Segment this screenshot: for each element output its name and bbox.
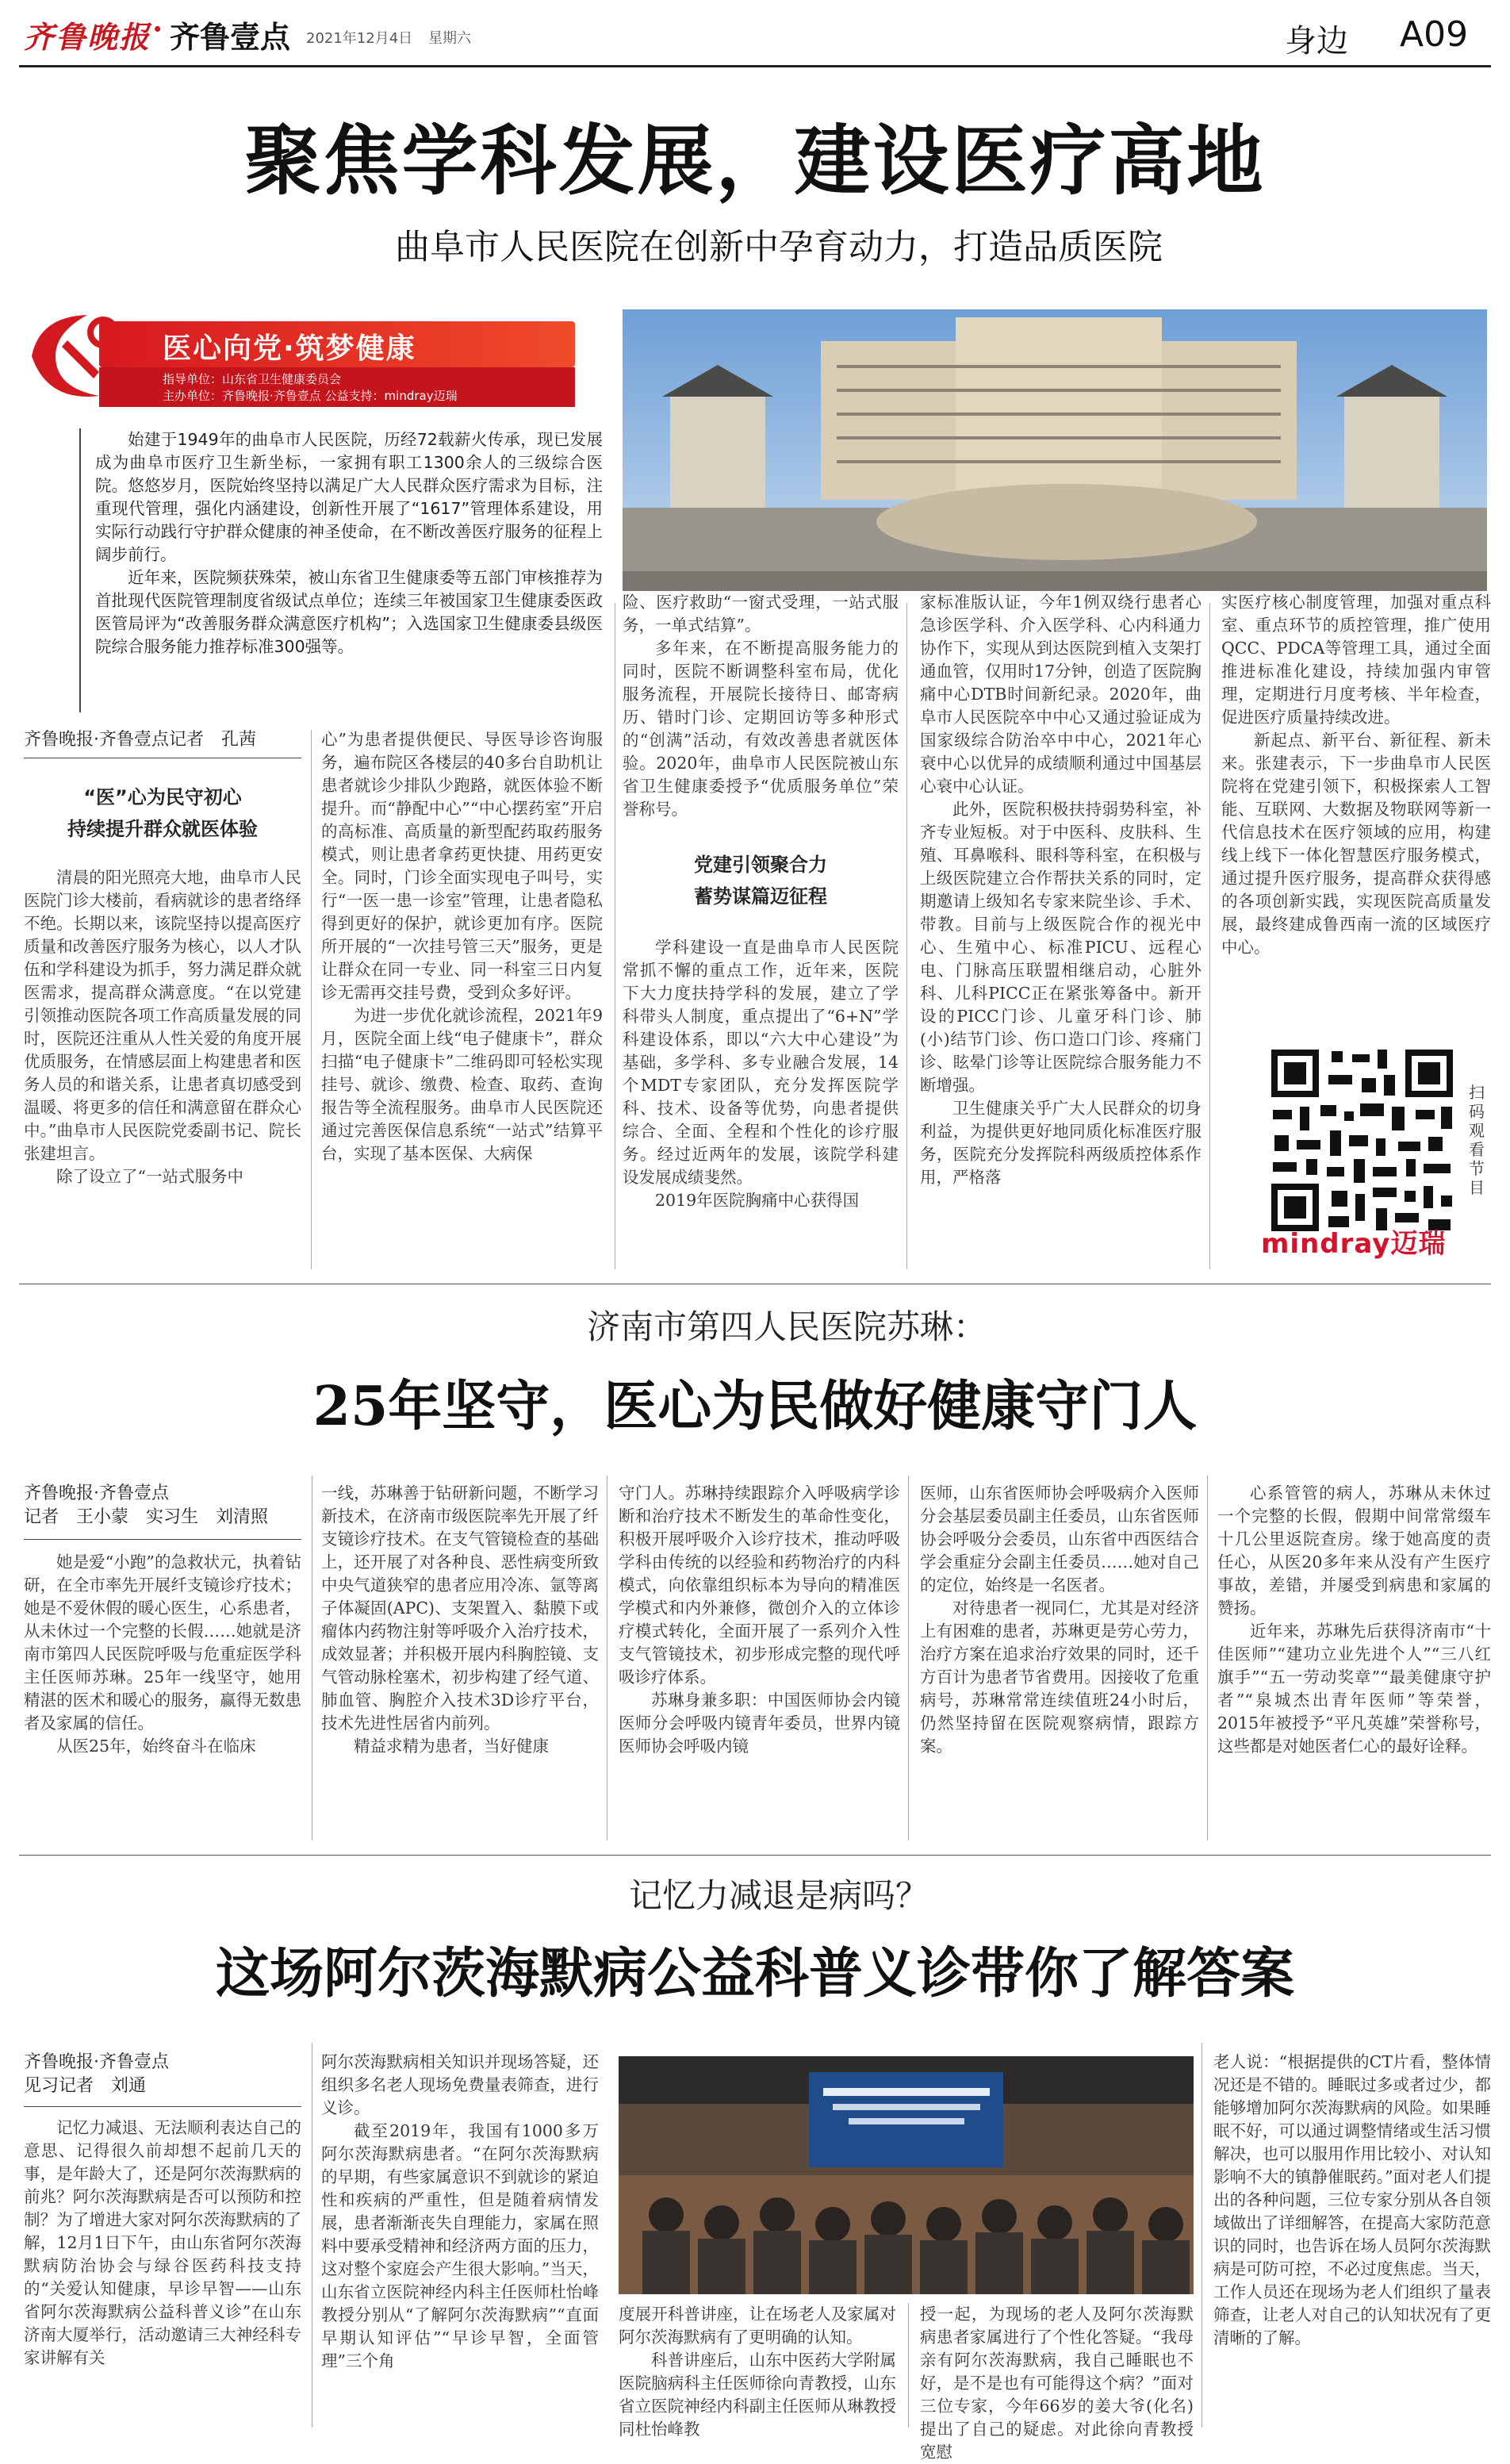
article1-section2-title	[623, 849, 899, 912]
banner-title: 医心向党·筑梦健康	[163, 332, 416, 365]
article3-kicker: 记忆力减退是病吗？	[628, 1876, 929, 1915]
article1-column-1	[24, 866, 301, 1263]
section-title-line: “医”心为民守初心	[83, 786, 242, 808]
article3-column-2	[321, 2051, 599, 2426]
banner-host-unit: 主办单位：齐鲁晚报·齐鲁壹点 公益支持：mindray迈瑞	[163, 389, 458, 403]
article2-column-1	[24, 1551, 301, 1836]
banner-info-strip	[99, 367, 575, 407]
page-number: A09	[1400, 14, 1469, 55]
byline-rule	[24, 2106, 301, 2107]
article2-headline: 25年坚守，医心为民做好健康守门人	[312, 1375, 1198, 1438]
article2-column-3	[619, 1482, 900, 1839]
banner-guide-unit: 指导单位：山东省卫生健康委员会	[163, 372, 342, 386]
campaign-banner	[24, 305, 595, 409]
article-divider	[19, 1855, 1491, 1856]
body-paragraph: 科普讲座后，山东中医药大学附属医院脑病科主任医师徐向青教授，山东省立医院神经内科副主任医师从琳教授同杜怡峰教	[619, 2351, 896, 2439]
body-paragraph: 精益求精为患者，当好健康	[354, 1737, 549, 1756]
body-paragraph: 苏琳身兼多职：中国医师协会内镜医师分会呼吸内镜青年委员，世界内镜医师协会呼吸内镜	[619, 1691, 900, 1756]
lead-paragraph: 近年来，医院频获殊荣，被山东省卫生健康委等五部门审核推荐为首批现代医院管理制度省级试点单位；连续三年被国家卫生健康委医政医管局评为“改善服务群众满意医疗机构”；入选国家卫生健康委县级医院综合服务能力推荐标准300强等。	[95, 568, 603, 656]
qr-code[interactable]	[1265, 1043, 1459, 1238]
article1-lead-box	[79, 428, 604, 712]
body-paragraph: 授一起，为现场的老人及阿尔茨海默病患者家属进行了个性化答疑。“我母亲有阿尔茨海默病，我自己睡眠也不好，是不是也有可能得这个病？”面对三位专家，今年66岁的姜大爷(化名)提出了自己的疑虑。对此徐向青教授宽慰	[920, 2305, 1194, 2462]
column-divider	[1207, 1476, 1208, 1840]
article3-column-1	[24, 2117, 301, 2426]
byline-line: 齐鲁晚报·齐鲁壹点	[24, 2052, 169, 2072]
column-divider	[311, 730, 312, 1269]
body-paragraph: 老人说：“根据提供的CT片看，整体情况还是不错的。睡眠过多或者过少，都能够增加阿尔茨海默病的风险。如果睡眠不好，可以通过调整情绪或生活习惯解决，也可以服用作用比较小、对认知影响不大的镇静催眠药。”面对老人们提出的各种问题，三位专家分别从各自领域做出了详细解答，在提高大家防范意识的同时，也告诉在场人员阿尔茨海默病是可防可控，不必过度焦虑。当天，工作人员还在现场为老人们组织了量表筛查，让老人对自己的认知状况有了更清晰的了解。	[1213, 2052, 1491, 2347]
article1-lead	[95, 428, 603, 712]
body-paragraph: 新起点、新平台、新征程、新未来。张建表示，下一步曲阜市人民医院将在党建引领下，积极探索人工智能、互联网、大数据及物联网等新一代信息技术在医疗领域的应用，构建线上线下一体化智慧医疗服务模式，通过提升医疗服务，提高群众获得感的各项创新实践，实现医院高质量发展，最终建成鲁西南一流的区域医疗中心。	[1221, 731, 1491, 957]
banner-ribbon	[99, 321, 575, 367]
article3-column-5	[1213, 2051, 1491, 2426]
brand-logo: 齐鲁壹点	[170, 20, 291, 55]
article3-headline: 这场阿尔茨海默病公益科普义诊带你了解答案	[215, 1942, 1294, 2005]
body-paragraph: 对待患者一视同仁，尤其是对经济上有困难的患者，苏琳更是劳心劳力，治疗方案在追求治疗效果的同时，还千方百计为患者节省费用。因接收了危重病号，苏琳常常连续值班24小时后，仍然坚持留在医院观察病情，跟踪方案。	[920, 1599, 1199, 1756]
byline-line: 见习记者 刘通	[24, 2076, 147, 2096]
body-paragraph: 学科建设一直是曲阜市人民医院常抓不懈的重点工作，近年来，医院下大力度扶持学科的发展，建立了学科带头人制度，重点提出了“6+N”学科建设体系，即以“六大中心建设”为基础，多学科、多专业融合发展，14个MDT专家团队，充分发挥医院学科、技术、设备等优势，向患者提供综合、全面、全程和个性化的诊疗服务。经过近两年的发展，该院学科建设发展成绩斐然。	[623, 938, 899, 1187]
body-paragraph: 除了设立了“一站式服务中	[56, 1167, 243, 1186]
body-paragraph: 心系管管的病人，苏琳从未休过一个完整的长假，假期中间常常缀车十几公里返院查房。缘于她高度的责任心，从医20多年来从没有产生医疗事故，差错，并屡受到病患和家属的赞扬。	[1217, 1483, 1491, 1618]
article1-section1-title	[24, 781, 301, 845]
body-paragraph: 守门人。苏琳持续跟踪介入呼吸病学诊断和治疗技术不断发生的革命性变化，积极开展呼吸介入诊疗技术，推动呼吸学科由传统的以经验和药物治疗的内科模式，向依靠组织标本为导向的精准医学模式和内外兼修，微创介入的立体诊疗模式转化，全面开展了一系列介入性支气管镜技术，初步形成完整的现代呼吸诊疗体系。	[619, 1483, 900, 1687]
article1-column-4	[920, 591, 1201, 1264]
section-title-line: 持续提升群众就医体验	[67, 818, 258, 840]
body-paragraph: 心”为患者提供便民、导医导诊咨询服务，遍布院区各楼层的40多台自助机让患者就诊少排队少跑路，就医体验不断提升。而“静配中心”“中心摆药室”开启的高标准、高质量的新型配药取药服务模式，则让患者拿药更快捷、用药更安全。同时，门诊全面实现电子叫号，实行“一医一患一诊室”管理，让患者隐私得到更好的保护，就诊更加有序。医院所开展的“一次挂号管三天”服务，更是让群众在同一专业、同一科室三日内复诊无需再交挂号费，受到众多好评。	[321, 730, 603, 1002]
article1-column-3b	[623, 936, 899, 1264]
body-paragraph: 度展开科普讲座，让在场老人及家属对阿尔茨海默病有了更明确的认知。	[619, 2305, 896, 2347]
section-title-line: 党建引领聚合力	[694, 854, 827, 876]
article1-subheadline: 曲阜市人民医院在创新中孕育动力，打造品质医院	[395, 227, 1163, 267]
column-divider	[906, 603, 907, 1269]
logo-separator: ·	[152, 11, 163, 47]
article3-byline	[24, 2051, 301, 2098]
article2-column-2	[321, 1482, 599, 1839]
qr-caption: 扫码观看节目	[1469, 1083, 1485, 1197]
article3-column-4	[920, 2303, 1194, 2462]
byline-rule	[24, 1539, 301, 1540]
article2-column-5	[1217, 1482, 1491, 1839]
article2-kicker: 济南市第四人民医院苏琳：	[586, 1307, 987, 1346]
body-paragraph: 截至2019年，我国有1000多万阿尔茨海默病患者。“在阿尔茨海默病的早期，有些家属意识不到就诊的紧迫性和疾病的严重性，但是随着病情发展，患者渐渐丧失自理能力，家属在照料中要承受精神和经济两方面的压力，这对整个家庭会产生很大影响。”当天，山东省立医院神经内科主任医师杜怡峰教授分别从“了解阿尔茨海默病”“直面早期认知评估”“早诊早智，全面管理”三个角	[321, 2121, 599, 2370]
body-paragraph: 家标准版认证，今年1例双绕行患者心急诊医学科、介入医学科、心内科通力协作下，实现从到达医院到植入支架打通血管，仅用时17分钟，创造了医院胸痛中心DTB时间新纪录。2020年，曲阜市人民医院卒中中心又通过验证成为国家级综合防治卒中中心，2021年心衰中心以优异的成绩顺利通过中国基层心衰中心认证。	[920, 593, 1201, 796]
body-paragraph: 卫生健康关乎广大人民群众的切身利益，为提供更好地同质化标准医疗服务，医院充分发挥院科两级质控体系作用，严格落	[920, 1099, 1201, 1187]
article1-column-5	[1221, 591, 1491, 1019]
column-divider	[1201, 2043, 1202, 2428]
body-paragraph: 此外，医院积极扶持弱势科室，补齐专业短板。对于中医科、皮肤科、生殖、耳鼻喉科、眼科等科室，在积极与上级医院建立合作帮扶关系的同时，定期邀请上级知名专家来院坐诊、手术、带教。目前与上级医院合作的视光中心、生殖中心、标准PICU、远程心电、门脉高压联盟相继启动，心脏外科、儿科PICC正在紧张筹备中。新开设的PICC门诊、儿童牙科门诊、肺(小)结节门诊、伤口造口门诊、疼痛门诊、眩晕门诊等让医院综合服务能力不断增强。	[920, 800, 1201, 1095]
body-paragraph: 从医25年，始终奋斗在临床	[56, 1737, 256, 1756]
section-title-line: 蓄势谋篇迈征程	[694, 885, 827, 908]
article3-column-3	[619, 2303, 896, 2439]
body-paragraph: 清晨的阳光照亮大地，曲阜市人民医院门诊大楼前，看病就诊的患者络绎不绝。长期以来，该院坚持以提高医疗质量和改善医疗服务为核心，以人才队伍和学科建设为抓手，努力满足群众就医需求，提高群众满意度。“在以党建引领推动医院各项工作高质量发展的同时，医院还注重从人性关爱的角度开展优质服务，在情感层面上构建患者和医务人员的和谐关系，让患者真切感受到温暖、将更多的信任和满意留在群众心中。”曲阜市人民医院党委副书记、院长张建坦言。	[24, 868, 301, 1163]
body-paragraph: 实医疗核心制度管理，加强对重点科室、重点环节的质控管理，推广使用QCC、PDCA等管理工具，通过全面推进标准化建设，持续加强内审管理，定期进行月度考核、半年检查，促进医疗质量持续改进。	[1221, 593, 1491, 727]
body-paragraph: 险、医疗救助“一窗式受理，一站式服务，一单式结算”。	[623, 593, 899, 635]
body-paragraph: 多年来，在不断提高服务能力的同时，医院不断调整科室布局，优化服务流程，开展院长接待日、邮寄病历、错时门诊、定期回访等多种形式的“创满”活动，有效改善患者就医体验。2020年，曲阜市人民医院被山东省卫生健康委授予“优质服务单位”荣誉称号。	[623, 639, 899, 819]
byline-line: 齐鲁晚报·齐鲁壹点	[24, 1483, 169, 1503]
issue-weekday: 星期六	[428, 30, 471, 47]
article1-byline: 齐鲁晚报·齐鲁壹点记者 孔茜	[24, 730, 256, 750]
lead-paragraph: 始建于1949年的曲阜市人民医院，历经72载薪火传承，现已发展成为曲阜市医疗卫生新坐标，一家拥有职工1300余人的三级综合医院。悠悠岁月，医院始终坚持以满足广大人民群众医疗需求为目标，注重现代管理，强化内涵建设，创新性开展了“1617”管理体系建设，用实际行动践行守护群众健康的神圣使命，在不断改善医疗服务的征程上阔步前行。	[95, 430, 603, 564]
mindray-logo: mindray迈瑞	[1261, 1228, 1447, 1260]
body-paragraph: 阿尔茨海默病相关知识并现场答疑，还组织多名老人现场免费量表筛查，进行义诊。	[321, 2052, 599, 2117]
byline-line: 记者 王小蒙 实习生 刘清照	[24, 1507, 269, 1527]
section-name: 身边	[1285, 23, 1348, 59]
body-paragraph: 为进一步优化就诊流程，2021年9月，医院全面上线“电子健康卡”，群众扫描“电子健康卡”二维码即可轻松实现挂号、就诊、缴费、检查、取药、查询报告等全流程服务。曲阜市人民医院还通过完善医保信息系统“一站式”结算平台，实现了基本医保、大病保	[321, 1006, 603, 1163]
column-divider	[908, 1476, 909, 1840]
paper-logo: 齐鲁晚报	[24, 19, 151, 55]
column-divider	[908, 2303, 909, 2428]
masthead	[0, 0, 1510, 65]
article1-column-2	[321, 728, 603, 1264]
article2-column-4	[920, 1482, 1199, 1839]
hospital-photo	[623, 309, 1487, 591]
article1-column-3	[623, 591, 899, 826]
masthead-divider	[19, 65, 1491, 67]
body-paragraph: 一线，苏琳善于钻研新问题，不断学习新技术，在济南市级医院率先开展了纤支镜诊疗技术。在支气管镜检查的基础上，还开展了对各种良、恶性病变所致中央气道狭窄的患者应用冷冻、氩等离子体凝固(APC)、支架置入、黏膜下或瘤体内药物注射等呼吸介入治疗技术，成效显著；并积极开展内科胸腔镜、支气管动脉栓塞术，初步构建了经气道、肺血管、胸腔介入技术3D诊疗平台，技术先进性居省内前列。	[321, 1483, 599, 1733]
article2-byline	[24, 1482, 301, 1529]
body-paragraph: 2019年医院胸痛中心获得国	[655, 1191, 860, 1210]
body-paragraph: 医师，山东省医师协会呼吸病介入医师分会基层委员副主任委员，山东省医师协会呼吸分会委员，山东省中西医结合学会重症分会副主任委员……她对自己的定位，始终是一名医者。	[920, 1483, 1199, 1595]
article1-headline: 聚焦学科发展，建设医疗高地	[244, 116, 1266, 205]
column-divider	[1209, 603, 1210, 1269]
issue-date: 2021年12月4日	[306, 30, 413, 47]
body-paragraph: 近年来，苏琳先后获得济南市“十佳医师”“建功立业先进个人”“三八红旗手”“五一劳动奖章”“最美健康守护者”“泉城杰出青年医师”等荣誉，2015年被授予“平凡英雄”荣誉称号，这些都是对她医者仁心的最好诠释。	[1217, 1622, 1491, 1756]
body-paragraph: 记忆力减退、无法顺利表达自己的意思、记得很久前却想不起前几天的事，是年龄大了，还是阿尔茨海默病的前兆？阿尔茨海默病是否可以预防和控制？为了增进大家对阿尔茨海默病的了解，12月1日下午，由山东省阿尔茨海默病防治协会与绿谷医药科技支持的“关爱认知健康，早诊早智——山东省阿尔茨海默病公益科普义诊”在山东济南大厦举行，活动邀请三大神经科专家讲解有关	[24, 2118, 301, 2367]
body-paragraph: 她是爱“小跑”的急救状元，执着钻研，在全市率先开展纤支镜诊疗技术；她是不爱休假的暖心医生，心系患者，从未休过一个完整的长假……她就是济南市第四人民医院呼吸与危重症医学科主任医师苏琳。25年一线坚守，她用精湛的医术和暖心的服务，赢得无数患者及家属的信任。	[24, 1552, 301, 1733]
event-photo	[619, 2056, 1194, 2294]
